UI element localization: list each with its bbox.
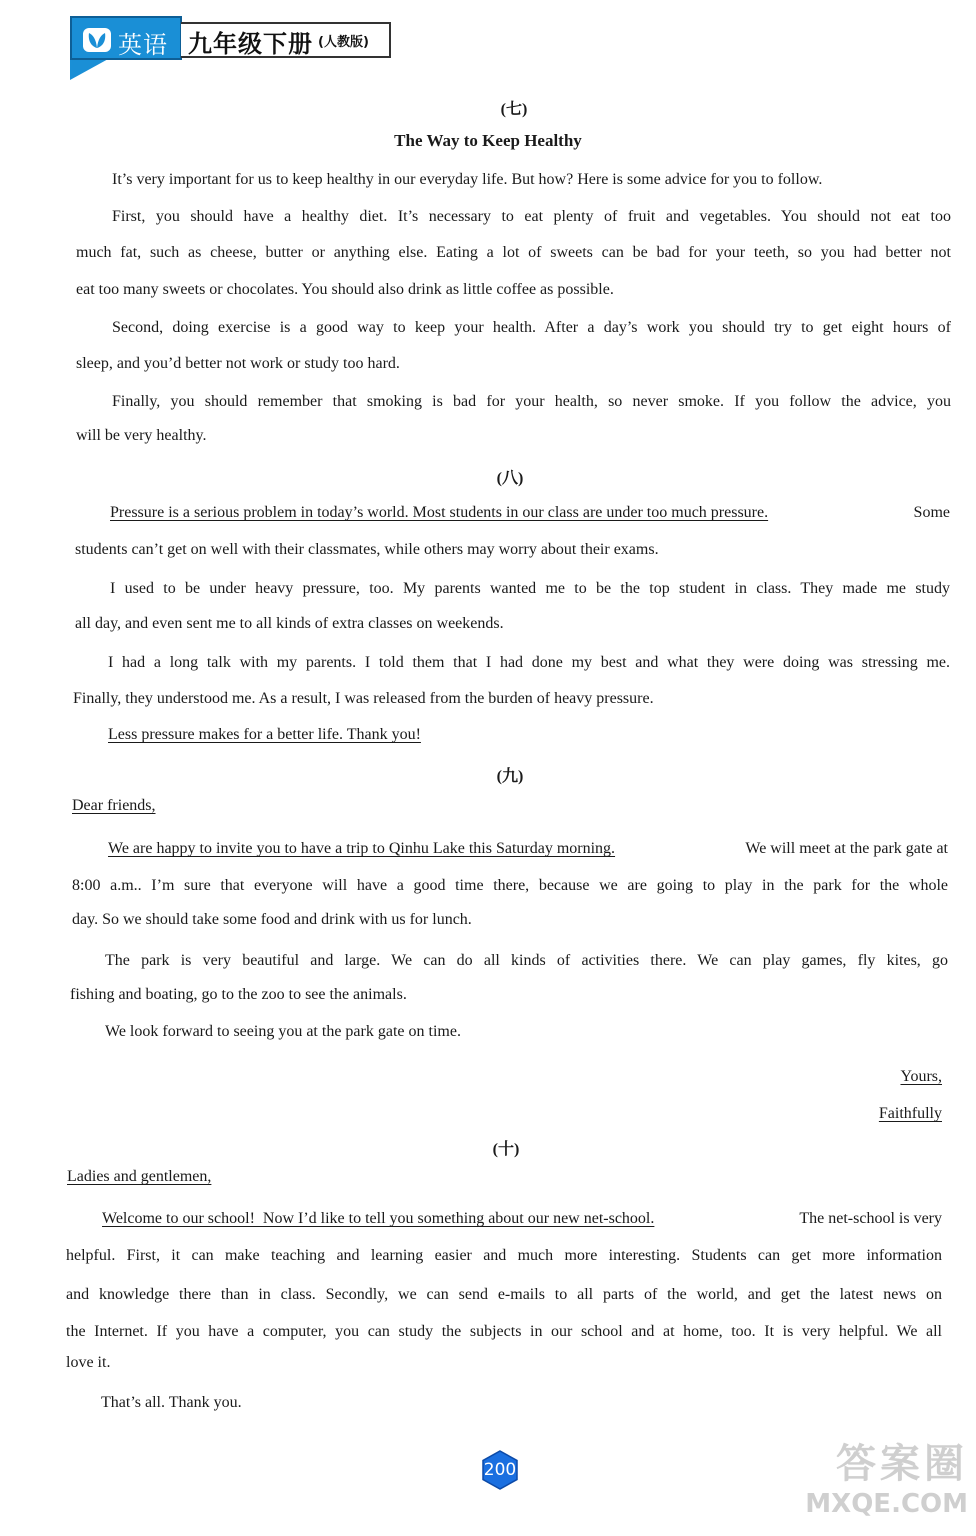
s7-line-2: First, you should have a healthy diet. It’s necessary to eat plenty of fruit and vegetables. You should not eat too	[112, 208, 951, 225]
subject-tab	[70, 16, 182, 60]
watermark-cn: 答案圈	[836, 1441, 968, 1487]
grade-label: 九年级下册	[188, 30, 313, 58]
s10-line-2: helpful. First, it can make teaching and learning easier and much more interesting. Students can get more information	[66, 1247, 942, 1264]
s8-line-6: Finally, they understood me. As a result, I was released from the burden of heavy pressure.	[73, 690, 654, 707]
section-8-number: (八)	[496, 470, 524, 487]
section-7-number: (七)	[500, 101, 528, 118]
s10-line-5: love it.	[66, 1354, 111, 1371]
section-10-number: (十)	[492, 1141, 520, 1158]
s9-line-4: The park is very beautiful and large. We can do all kinds of activities there. We can play games, fly kites, go	[105, 952, 948, 969]
s8-line-3: I used to be under heavy pressure, too. My parents wanted me to be the top student in class. They made me study	[110, 580, 950, 597]
s8-closing: Less pressure makes for a better life. Thank you!	[108, 726, 421, 743]
s9-invitation-sentence: We are happy to invite you to have a trip to Qinhu Lake this Saturday morning.	[108, 840, 616, 857]
s9-greeting: Dear friends,	[72, 797, 156, 814]
s7-line-1: It’s very important for us to keep healthy in our everyday life. But how? Here is some advice for you to follow.	[112, 171, 823, 188]
s7-line-8: will be very healthy.	[76, 427, 207, 444]
s9-line-6: We look forward to seeing you at the park gate on time.	[105, 1023, 461, 1040]
page-number: 200	[483, 1460, 517, 1480]
s9-line-1	[108, 839, 948, 859]
s8-line-1	[110, 503, 950, 523]
page-number-badge	[480, 1450, 520, 1490]
s8-line-2: students can’t get on well with their classmates, while others may worry about their exams.	[75, 541, 659, 558]
s8-line-5: I had a long talk with my parents. I told them that I had done my best and what they were doing was stressing me.	[108, 654, 950, 671]
s8-line-1-rest: Some	[913, 504, 950, 521]
subject-label: 英语	[118, 31, 168, 59]
s10-line-4: the Internet. If you have a computer, you can study the subjects in our school and at home, too. It is very helpful. We all	[66, 1323, 942, 1340]
s9-line-5: fishing and boating, go to the zoo to see the animals.	[70, 986, 407, 1003]
s9-signoff-1: Yours,	[900, 1068, 942, 1085]
s8-topic-sentence: Pressure is a serious problem in today’s world. Most students in our class are under too much pressure.	[110, 504, 769, 521]
edition-label: (人教版)	[318, 35, 369, 50]
s9-line-3: day. So we should take some food and drink with us for lunch.	[72, 911, 472, 928]
s8-line-4: all day, and even sent me to all kinds of extra classes on weekends.	[75, 615, 504, 632]
s10-line-1	[102, 1209, 942, 1229]
s10-line-1-rest: The net-school is very	[799, 1210, 942, 1227]
section-7-title: The Way to Keep Healthy	[394, 131, 582, 150]
s7-line-3: much fat, such as cheese, butter or anything else. Eating a lot of sweets can be bad for your teeth, so you had better not	[76, 244, 951, 261]
s7-line-4: eat too many sweets or chocolates. You should also drink as little coffee as possible.	[76, 281, 614, 298]
s9-line-2: 8:00 a.m.. I’m sure that everyone will have a good time there, because we are going to play in the park for the whole	[72, 877, 948, 894]
s7-line-7: Finally, you should remember that smoking is bad for your health, so never smoke. If you follow the advice, you	[112, 393, 951, 410]
section-9-number: (九)	[496, 768, 524, 785]
s9-signoff-2: Faithfully	[878, 1105, 942, 1122]
s9-line-1-rest: We will meet at the park gate at	[745, 840, 948, 857]
book-header	[70, 16, 392, 62]
leaf-book-icon	[82, 26, 112, 54]
s7-line-6: sleep, and you’d better not work or study too hard.	[76, 355, 400, 372]
s10-greeting: Ladies and gentlemen,	[67, 1168, 212, 1185]
s10-line-3: and knowledge there than in class. Secondly, we can send e-mails to all parts of the world, and get the latest news on	[66, 1286, 942, 1303]
watermark-url: MXQE.COM	[805, 1489, 968, 1519]
header-tab-tail	[70, 58, 110, 80]
site-watermark	[788, 1440, 968, 1530]
s10-line-6: That’s all. Thank you.	[101, 1394, 242, 1411]
s7-line-5: Second, doing exercise is a good way to keep your health. After a day’s work you should try to get eight hours of	[112, 319, 951, 336]
s10-welcome-sentence: Welcome to our school! Now I’d like to tell you something about our new net-school.	[102, 1210, 655, 1227]
